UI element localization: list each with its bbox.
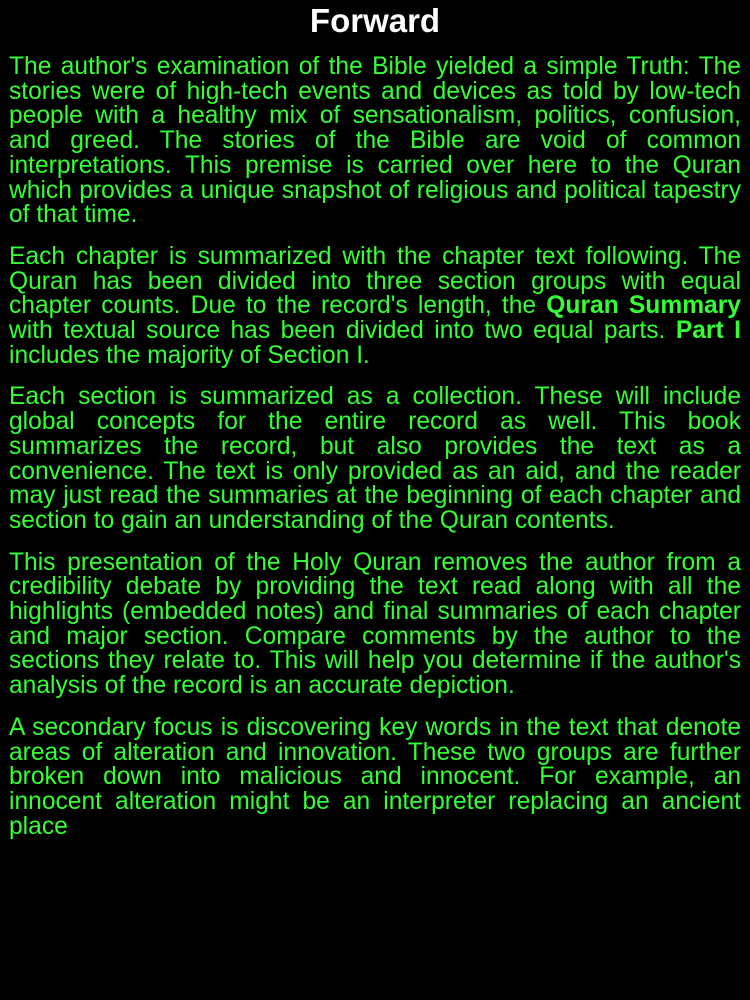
part-i-emphasis: Part I [675, 317, 741, 345]
paragraph-2-text-3: includes the majority of Section I. [9, 341, 370, 369]
paragraph-1: The author's examination of the Bible yielded a simple Truth: The stories were of high-tech events and devices as told by low-tech people with a healthy mix of sensationalism, politics, confusion, and greed. The stories of the Bible are void of common interpretations. This premise is carried over here to the Quran which provides a unique snapshot of religious and political tapestry of that time. [9, 53, 741, 229]
paragraph-2 [9, 242, 741, 369]
paragraph-4: This presentation of the Holy Quran removes the author from a credibility debate by providing the text read along with all the highlights (embedded notes) and final summaries of each chapter and major section. Compare comments by the author to the sections they relate to. This will help you determine if the author's analysis of the record is an accurate depiction. [9, 548, 741, 700]
page-title: Forward [309, 2, 441, 39]
paragraph-2-text-1: Each chapter is summarized with the chapter text following. The Quran has been divided into three section groups with equal chapter counts. Due to the record's length, the [9, 242, 741, 320]
body-text [9, 55, 741, 856]
quran-summary-emphasis: Quran Summary [546, 292, 741, 320]
paragraph-5: A secondary focus is discovering key words in the text that denote areas of alteration and innovation. These two groups are further broken down into malicious and innocent. For example, an innocent alteration might be an interpreter replacing an ancient place [9, 713, 741, 840]
paragraph-3: Each section is summarized as a collection. These will include global concepts for the entire record as well. This book summarizes the record, but also provides the text as a convenience. The text is only provided as an aid, and the reader may just read the summaries at the beginning of each chapter and section to gain an understanding of the Quran contents. [9, 383, 741, 534]
paragraph-2-text-2: with textual source has been divided into two equal parts. [9, 317, 676, 345]
